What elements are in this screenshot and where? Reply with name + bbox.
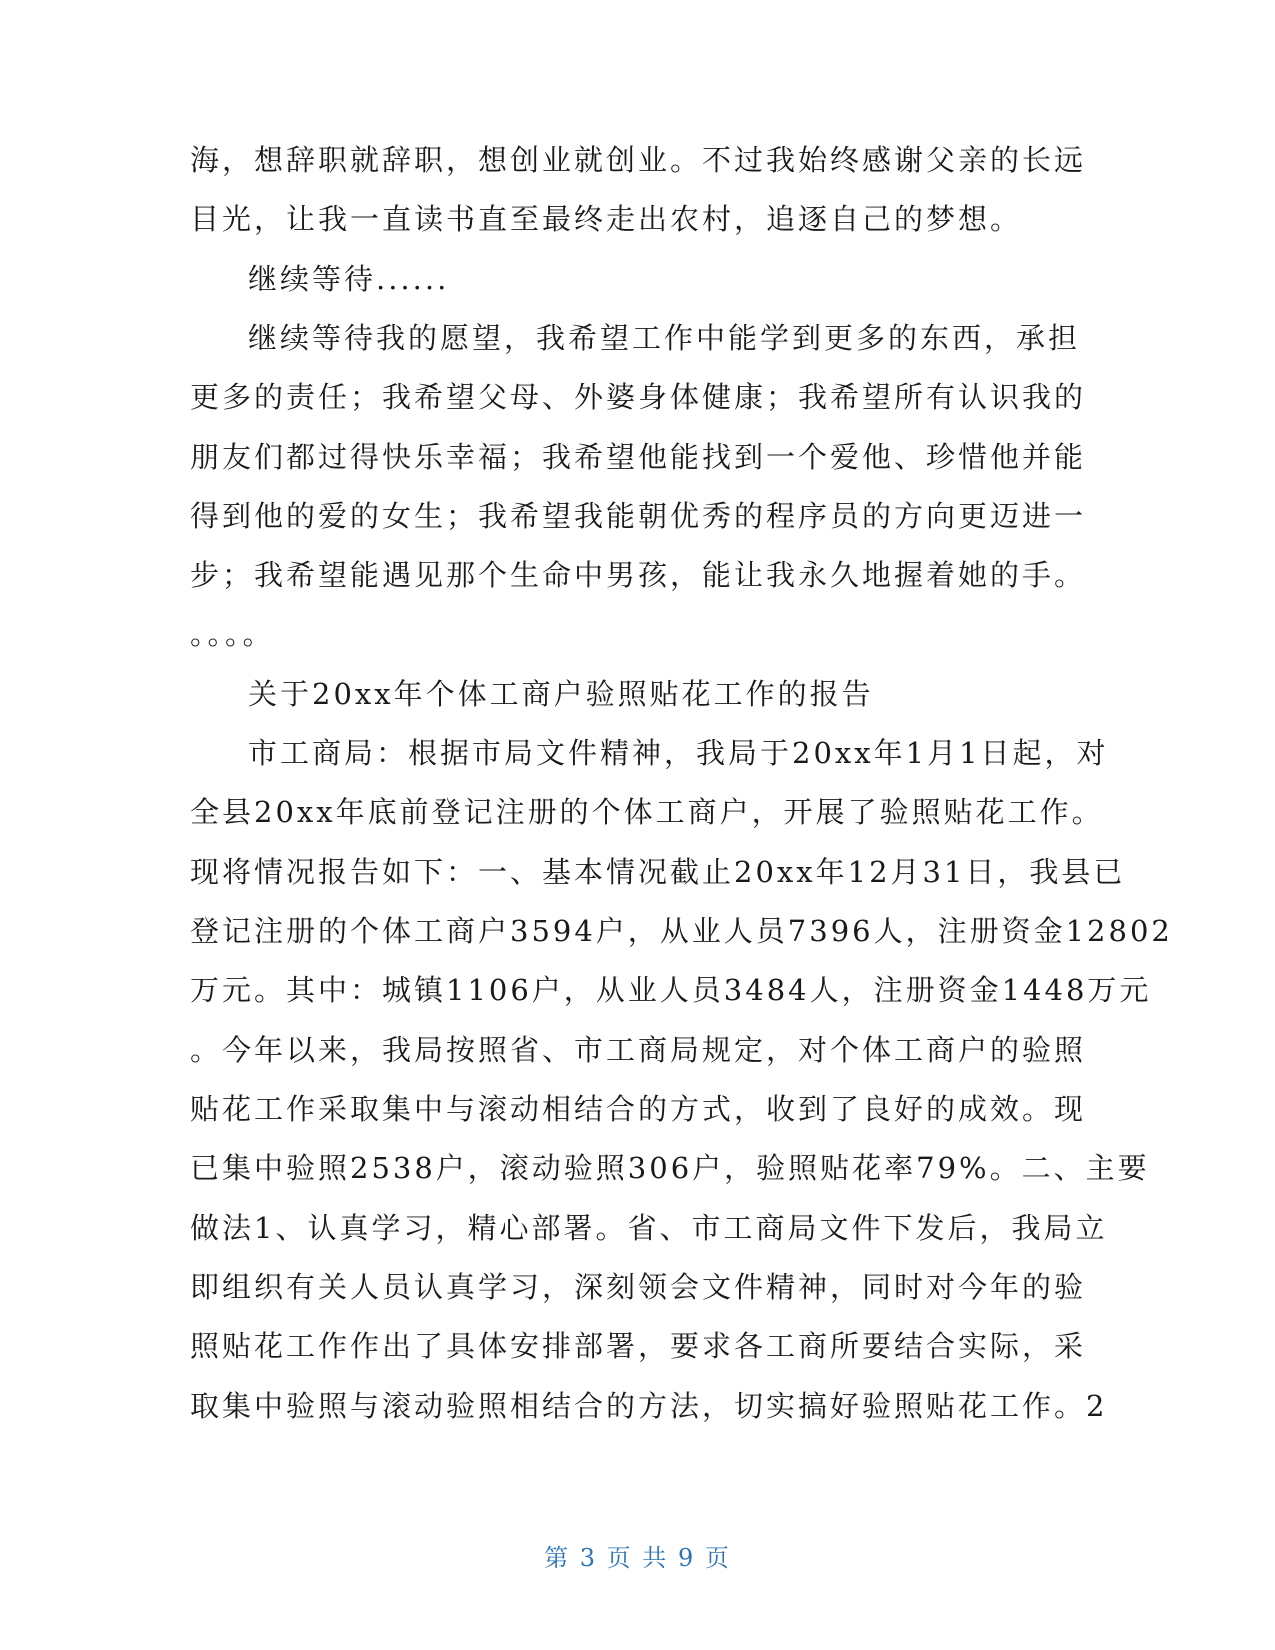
text-line-2: 目光，让我一直读书直至最终走出农村，追逐自己的梦想。 [190,202,1023,236]
text-line-8: 步；我希望能遇见那个生命中男孩，能让我永久地握着她的手。 [190,558,1087,592]
text-line-5: 更多的责任；我希望父母、外婆身体健康；我希望所有认识我的 [190,380,1087,414]
text-line-9: 。。。。 [190,617,275,651]
text-line-6: 朋友们都过得快乐幸福；我希望他能找到一个爱他、珍惜他并能 [190,440,1087,474]
text-line-13: 现将情况报告如下：一、基本情况截止20xx年12月31日，我县已 [190,855,1126,889]
text-line-1: 海，想辞职就辞职，想创业就创业。不过我始终感谢父亲的长远 [190,143,1087,177]
text-line-4: 继续等待我的愿望，我希望工作中能学到更多的东西，承担 [248,321,1081,355]
text-line-3: 继续等待...... [248,262,450,296]
text-line-21: 照贴花工作作出了具体安排部署，要求各工商所要结合实际，采 [190,1329,1087,1363]
text-line-16: 。今年以来，我局按照省、市工商局规定，对个体工商户的验照 [190,1033,1087,1067]
text-line-14: 登记注册的个体工商户3594户，从业人员7396人，注册资金12802 [190,914,1173,948]
text-line-11: 市工商局：根据市局文件精神，我局于20xx年1月1日起，对 [248,736,1109,770]
text-line-7: 得到他的爱的女生；我希望我能朝优秀的程序员的方向更迈进一 [190,499,1087,533]
text-line-15: 万元。其中：城镇1106户，从业人员3484人，注册资金1448万元 [190,973,1152,1007]
text-line-18: 已集中验照2538户，滚动验照306户，验照贴花率79%。二、主要 [190,1151,1150,1185]
text-line-19: 做法1、认真学习，精心部署。省、市工商局文件下发后，我局立 [190,1211,1108,1245]
page-number-footer: 第 3 页 共 9 页 [544,1544,731,1572]
text-line-17: 贴花工作采取集中与滚动相结合的方式，收到了良好的成效。现 [190,1092,1087,1126]
text-line-20: 即组织有关人员认真学习，深刻领会文件精神，同时对今年的验 [190,1270,1087,1304]
report-title: 关于20xx年个体工商户验照贴花工作的报告 [248,677,874,711]
text-line-22: 取集中验照与滚动验照相结合的方法，切实搞好验照贴花工作。2 [190,1389,1108,1423]
text-line-12: 全县20xx年底前登记注册的个体工商户，开展了验照贴花工作。 [190,795,1104,829]
